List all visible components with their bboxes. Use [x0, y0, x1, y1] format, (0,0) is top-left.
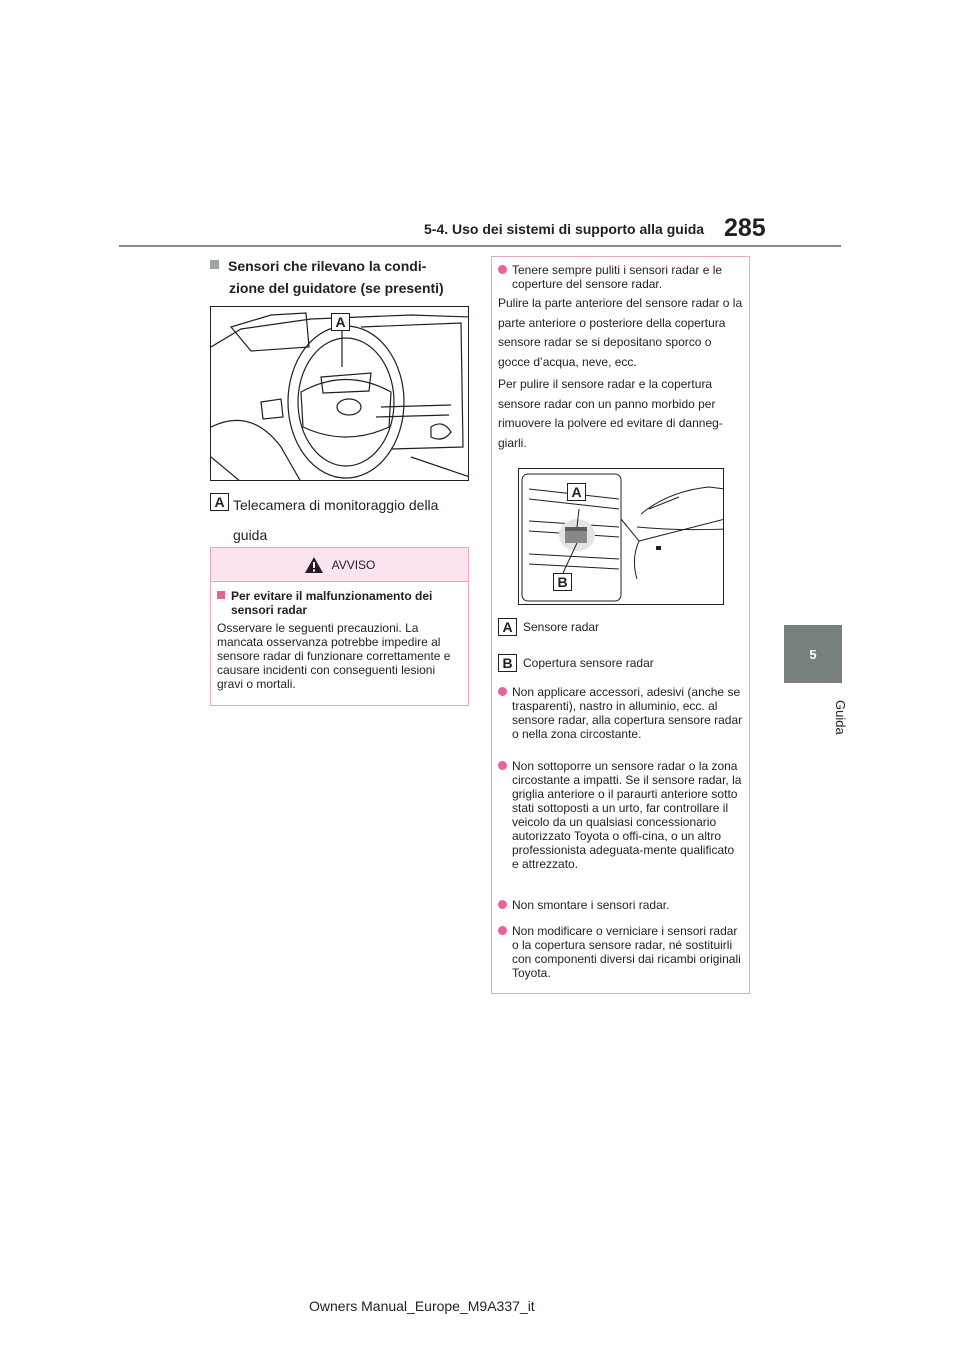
bullet-text: Non sottoporre un sensore radar o la zona circostante a impatti. Se il sensore radar, la griglia anteriore o il paraurti anteriore sotto stati sottoposti a un urto, far controllare il veicolo da un qualsiasi concessionario autorizzato Toyota o offi-cina, o un altro professionista adeguata-mente qualificato e attrezzato. — [512, 759, 742, 871]
bullet-dot-icon — [498, 687, 507, 696]
bullet-dot-icon — [498, 265, 507, 274]
bullet-text: Non modificare o verniciare i sensori radar o la copertura sensore radar, né sostituirli con componenti diversi dai ricambi originali Toyota. — [512, 924, 741, 980]
radar-sensor-figure — [518, 468, 724, 605]
warning-title: AVVISO — [331, 557, 376, 572]
label-callout-b: B — [498, 654, 517, 672]
warning-subtitle-line-1: Per evitare il malfunzionamento dei — [231, 589, 433, 603]
heading-line-1: Sensori che rilevano la condi- — [228, 258, 427, 274]
bullet-text: Tenere sempre puliti i sensori radar e le coperture del sensore radar. — [512, 263, 723, 291]
bullet-no-disassembly — [498, 898, 744, 912]
steering-wheel-illustration — [211, 307, 469, 481]
heading-line-2: zione del guidatore (se presenti) — [229, 280, 444, 296]
heading-square-icon — [210, 260, 219, 269]
section-title: 5-4. Uso dei sistemi di supporto alla guida — [424, 221, 705, 237]
label-callout-a: A — [498, 618, 517, 636]
camera-label — [210, 490, 470, 550]
bullet-keep-clean — [498, 263, 744, 291]
label-radar-sensor — [498, 618, 599, 636]
chapter-tab[interactable] — [784, 625, 842, 683]
radar-sensor-illustration — [519, 469, 724, 605]
warning-box — [210, 547, 469, 706]
warning-subtitle-line-2: sensori radar — [231, 603, 308, 617]
bullet-no-modification — [498, 924, 744, 980]
radar-figure-callout-b: B — [553, 573, 572, 591]
figure-callout-a: A — [331, 313, 350, 331]
warning-triangle-icon — [304, 556, 324, 574]
camera-callout-a: A — [210, 493, 229, 511]
bullet-text: Non applicare accessori, adesivi (anche se trasparenti), nastro in alluminio, ecc. al sensore radar, alla copertura sensore radar o nella zona circostante. — [512, 685, 743, 741]
warning-subtitle — [217, 589, 462, 617]
cleaning-paragraph: Pulire la parte anteriore del sensore radar o la parte anteriore o posteriore della copertura sensore radar se si depositano sporco o gocce d’acqua, neve, ecc. — [498, 296, 743, 369]
radar-care-box — [491, 256, 750, 994]
bullet-dot-icon — [498, 900, 507, 909]
warning-header — [211, 548, 468, 582]
steering-wheel-figure — [210, 306, 469, 481]
label-radar-sensor-text: Sensore radar — [523, 620, 600, 634]
warning-text: Osservare le seguenti precauzioni. La mancata osservanza potrebbe impedire al sensore radar di funzionare correttamente e causare incidenti con conseguenti lesioni gravi o mortali. — [217, 621, 451, 691]
footer-text: Owners Manual_Europe_M9A337_it — [309, 1298, 535, 1314]
chapter-label: Guida — [833, 700, 848, 735]
cleaning-paragraph-2: Per pulire il sensore radar e la copertura sensore radar con un panno morbido per rimuovere la polvere ed evitare di danneg-giarli. — [498, 377, 723, 450]
camera-label-line-1: Telecamera di monitoraggio della — [233, 497, 439, 513]
sensor-heading — [210, 255, 472, 299]
camera-label-line-2: guida — [233, 527, 268, 543]
bullet-no-impacts — [498, 759, 744, 871]
label-radar-cover — [498, 654, 654, 672]
radar-figure-callout-a: A — [567, 483, 586, 501]
page-number: 285 — [724, 214, 766, 242]
header-rule — [119, 245, 841, 247]
bullet-no-accessories — [498, 685, 744, 741]
warning-body — [211, 582, 468, 691]
bullet-dot-icon — [498, 761, 507, 770]
warning-square-icon — [217, 591, 225, 599]
chapter-number: 5 — [809, 646, 817, 662]
bullet-text: Non smontare i sensori radar. — [512, 898, 670, 912]
bullet-dot-icon — [498, 926, 507, 935]
label-radar-cover-text: Copertura sensore radar — [523, 656, 654, 670]
